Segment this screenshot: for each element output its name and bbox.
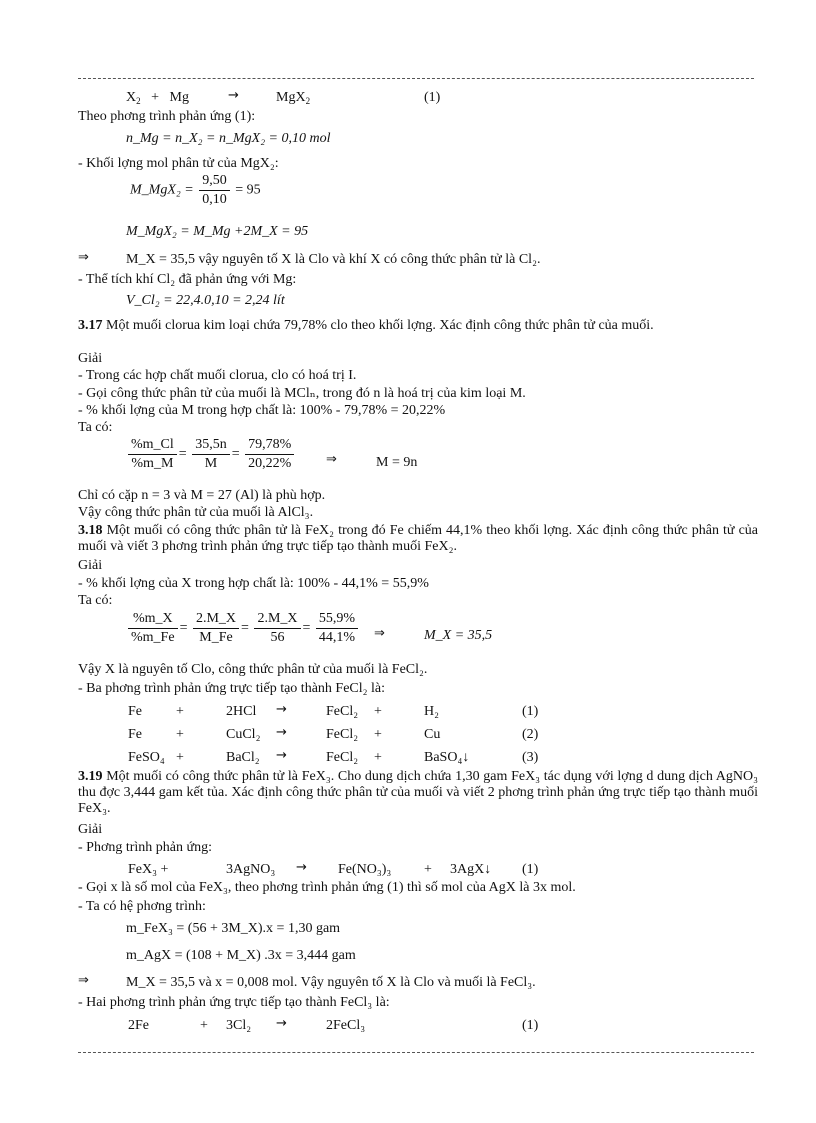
molar-mass-sum: M_MgX₂ = M_Mg +2M_X = 95: [126, 224, 309, 239]
eq19b-tag: (1): [522, 1018, 539, 1033]
r2-tag: (2): [522, 727, 539, 742]
eq19-d: 3AgX↓: [450, 862, 492, 877]
eq19-c: Fe(NO₃)₃: [338, 862, 392, 877]
conclusion-1: M_X = 35,5 vậy nguyên tố X là Clo và khí X có công thức phân tử là Cl₂.: [126, 252, 541, 267]
mass-title: - Khối lợng mol phân tử của MgX₂:: [78, 156, 279, 171]
arrow-icon: →: [228, 88, 239, 103]
implies-icon: ⇒: [78, 250, 89, 265]
result-18: M_X = 35,5: [424, 628, 493, 643]
p17-line-5: Vậy công thức phân tử của muối là AlCl₃.: [78, 505, 314, 520]
implies-icon: ⇒: [78, 973, 89, 988]
r2-a: Fe: [128, 727, 142, 742]
p17-line-2: - Gọi công thức phân tử của muối là MClₙ, trong đó n là hoá trị của kim loại M.: [78, 386, 526, 401]
solve-label: Giải: [78, 822, 103, 837]
product: MgX$_2$: [276, 90, 311, 106]
r3-plus: +: [176, 750, 184, 765]
problem-3-19: 3.19 Một muối có công thức phân tử là FeX₃. Cho dung dịch chứa 1,30 gam FeX₃ tác dụng với lợng d dung dịch AgNO₃ thu đợc 3,444 gam kết tủa. Xác định công thức phân tử của muối và viết 2 phơng trình phản ứng trực tiếp tạo thành muối FeX₃.: [78, 769, 758, 816]
p19-line-3: - Ta có hệ phơng trình:: [78, 899, 206, 914]
arrow-icon: →: [276, 725, 287, 740]
arrow-icon: →: [276, 702, 287, 717]
p18-line-3: - Ba phơng trình phản ứng trực tiếp tạo thành FeCl₂ là:: [78, 681, 386, 696]
r3-b: BaCl₂: [226, 750, 260, 765]
r3-c: FeCl₂: [326, 750, 359, 765]
r1-c: FeCl₂: [326, 704, 359, 719]
mol-line: n_Mg = n_X₂ = n_MgX₂ = 0,10 mol: [126, 131, 331, 146]
volume-line: V_Cl₂ = 22,4.0,10 = 2,24 lít: [126, 293, 285, 308]
p19-line-1: - Phơng trình phản ứng:: [78, 840, 212, 855]
r1-b: 2HCl: [226, 704, 257, 719]
equation-1: $X_2$ + Mg: [126, 90, 189, 106]
r2-plus: +: [176, 727, 184, 742]
system-eq-2: m_AgX = (108 + M_X) .3x = 3,444 gam: [126, 948, 356, 963]
volume-title: - Thể tích khí Cl₂ đã phản ứng với Mg:: [78, 272, 297, 287]
r2-d: Cu: [424, 727, 441, 742]
taco-label: Ta có:: [78, 593, 113, 608]
eq19b-b: 3Cl₂: [226, 1018, 252, 1033]
conclusion-19: M_X = 35,5 và x = 0,008 mol. Vậy nguyên tố X là Clo và muối là FeCl₃.: [126, 975, 536, 990]
solve-label: Giải: [78, 558, 103, 573]
bottom-divider: [78, 1052, 754, 1053]
p19-line-2: - Gọi x là số mol của FeX₃, theo phơng trình phản ứng (1) thì số mol của AgX là 3x mol.: [78, 880, 576, 895]
r3-tag: (3): [522, 750, 539, 765]
r1-d: H₂: [424, 704, 439, 719]
r1-tag: (1): [522, 704, 539, 719]
p18-line-1: - % khối lợng của X trong hợp chất là: 100% - 44,1% = 55,9%: [78, 576, 429, 591]
eq19b-plus: +: [200, 1018, 208, 1033]
r2-plus2: +: [374, 727, 382, 742]
intro-line: Theo phơng trình phản ứng (1):: [78, 109, 256, 124]
arrow-icon: →: [276, 1016, 287, 1031]
equation-tag: (1): [424, 90, 441, 105]
top-divider: [78, 78, 754, 79]
r3-a: FeSO₄: [128, 750, 165, 765]
r1-plus: +: [176, 704, 184, 719]
eq19-tag: (1): [522, 862, 539, 877]
p17-line-4: Chỉ có cặp n = 3 và M = 27 (Al) là phù hợp.: [78, 488, 326, 503]
p17-line-1: - Trong các hợp chất muối clorua, clo có hoá trị I.: [78, 368, 357, 383]
eq19-a: FeX₃ +: [128, 862, 169, 877]
p19-line-4: - Hai phơng trình phản ứng trực tiếp tạo thành FeCl₃ là:: [78, 995, 390, 1010]
arrow-icon: →: [296, 860, 307, 875]
result-17: M = 9n: [376, 455, 418, 470]
eq19-b: 3AgNO₃: [226, 862, 276, 877]
ratio-fraction-18: $\frac{\%m\_X}{\%m\_Fe}$ = $\frac{2.M\_X}{M\_Fe}$ = $\frac{2.M\_X}{56}$ = $\frac{55,9\%}{44,1\%}$: [126, 610, 360, 647]
r3-d: BaSO₄↓: [424, 750, 470, 765]
problem-3-17: 3.17 Một muối clorua kim loại chứa 79,78% clo theo khối lợng. Xác định công thức phân tử của muối.: [78, 318, 654, 333]
system-eq-1: m_FeX₃ = (56 + 3M_X).x = 1,30 gam: [126, 921, 341, 936]
r3-plus2: +: [374, 750, 382, 765]
taco-label: Ta có:: [78, 420, 113, 435]
p17-line-3: - % khối lợng của M trong hợp chất là: 100% - 79,78% = 20,22%: [78, 403, 446, 418]
implies-icon: ⇒: [326, 452, 337, 467]
r2-b: CuCl₂: [226, 727, 261, 742]
ratio-fraction-17: $\frac{\%m\_Cl}{\%m\_M}$ = $\frac{35,5n}{M}$ = $\frac{79,78\%}{20,22\%}$: [126, 436, 296, 473]
p18-line-2: Vậy X là nguyên tố Clo, công thức phân tử của muối là FeCl₂.: [78, 662, 428, 677]
implies-icon: ⇒: [374, 626, 385, 641]
arrow-icon: →: [276, 748, 287, 763]
solve-label: Giải: [78, 351, 103, 366]
problem-3-18: 3.18 Một muối có công thức phân tử là FeX₂ trong đó Fe chiếm 44,1% theo khối lợng. Xác định công thức phân tử của muối và viết 3 phơng trình phản ứng trực tiếp tạo thành muối FeX₂.: [78, 523, 759, 554]
eq19b-a: 2Fe: [128, 1018, 149, 1033]
eq19b-c: 2FeCl₃: [326, 1018, 366, 1033]
molar-mass-fraction: M_MgX₂ = $\frac{9,50}{0,10}$ = 95: [130, 173, 261, 207]
r1-plus2: +: [374, 704, 382, 719]
r2-c: FeCl₂: [326, 727, 359, 742]
r1-a: Fe: [128, 704, 142, 719]
eq19-plus: +: [424, 862, 432, 877]
